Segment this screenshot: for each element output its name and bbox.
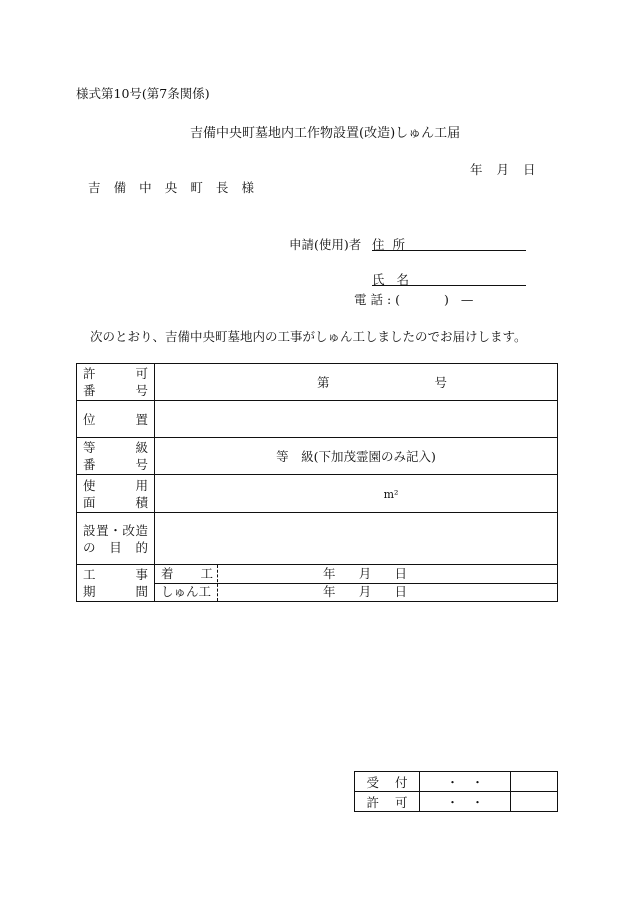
phone-dash: — xyxy=(460,292,474,307)
addressee-char: 長 xyxy=(215,180,229,195)
applicant-address-field[interactable] xyxy=(372,235,526,251)
start-label: 着 工 xyxy=(161,566,213,581)
reception-seal[interactable] xyxy=(511,772,558,792)
name-label-char: 氏 xyxy=(372,272,385,287)
location-field[interactable] xyxy=(155,401,558,438)
permit-prefix: 第 xyxy=(317,375,330,390)
row-location xyxy=(77,401,558,438)
label-location: 位 置 xyxy=(77,401,155,438)
phone-close: ) xyxy=(444,292,449,307)
stamp-row-permit xyxy=(355,792,558,812)
date-day: 日 xyxy=(523,162,536,177)
document-title: 吉備中央町墓地内工作物設置(改造)しゅん工届 xyxy=(190,126,461,141)
applicant-role-label: 申請(使用)者 xyxy=(289,237,362,252)
label-usage-area: 使 用 面 積 xyxy=(77,475,155,513)
area-unit: m² xyxy=(383,488,399,501)
addressee-char: 町 xyxy=(190,180,203,195)
applicant-name-field[interactable] xyxy=(372,270,526,286)
label-grade-number: 等 級 番 号 xyxy=(77,438,155,475)
office-use-box xyxy=(354,771,558,812)
applicant-phone-field[interactable] xyxy=(354,290,473,308)
reception-label: 受 付 xyxy=(355,772,420,792)
grade-number-field[interactable]: 等 級(下加茂霊園のみ記入) xyxy=(155,438,558,475)
row-usage-area xyxy=(77,475,558,513)
date-month: 月 xyxy=(496,162,510,177)
addressee-char: 様 xyxy=(241,180,254,195)
row-construction-period xyxy=(77,565,558,602)
stamp-row-reception xyxy=(355,772,558,792)
form-number: 様式第10号(第7条関係) xyxy=(76,86,210,101)
purpose-field[interactable] xyxy=(155,513,558,565)
addressee xyxy=(88,178,254,196)
addressee-char: 中 xyxy=(139,180,152,195)
body-text: 次のとおり、吉備中央町墓地内の工事がしゅん工しましたのでお届けします。 xyxy=(90,329,527,344)
permit-date[interactable]: ・ ・ xyxy=(420,792,511,812)
permit-seal[interactable] xyxy=(511,792,558,812)
date-year: 年 xyxy=(470,162,483,177)
row-permit-number xyxy=(77,364,558,401)
label-purpose: 設 置 ・ 改 造 の 目 的 xyxy=(77,513,155,565)
usage-area-field[interactable] xyxy=(155,475,558,513)
label-permit-number: 許 可 番 号 xyxy=(77,364,155,401)
addressee-char: 央 xyxy=(164,180,178,195)
address-label-char: 所 xyxy=(392,237,406,252)
date-line xyxy=(470,160,536,178)
row-purpose xyxy=(77,513,558,565)
addressee-char: 備 xyxy=(113,180,127,195)
completion-form-table xyxy=(76,363,558,602)
label-construction-period: 工 事 期 間 xyxy=(77,565,155,602)
reception-date[interactable]: ・ ・ xyxy=(420,772,511,792)
addressee-char: 吉 xyxy=(88,180,101,195)
end-label: しゅん工 xyxy=(161,584,212,599)
name-label-char: 名 xyxy=(396,272,410,287)
start-date-field[interactable]: 年 月 日 xyxy=(323,566,407,581)
row-grade-number xyxy=(77,438,558,475)
permit-suffix: 号 xyxy=(434,375,447,390)
construction-period-field xyxy=(155,565,558,602)
address-label-char: 住 xyxy=(372,237,385,252)
permit-number-field[interactable] xyxy=(155,364,558,401)
phone-label: 電 話 : ( xyxy=(354,292,401,307)
permit-label: 許 可 xyxy=(355,792,420,812)
end-date-field[interactable]: 年 月 日 xyxy=(323,584,407,599)
